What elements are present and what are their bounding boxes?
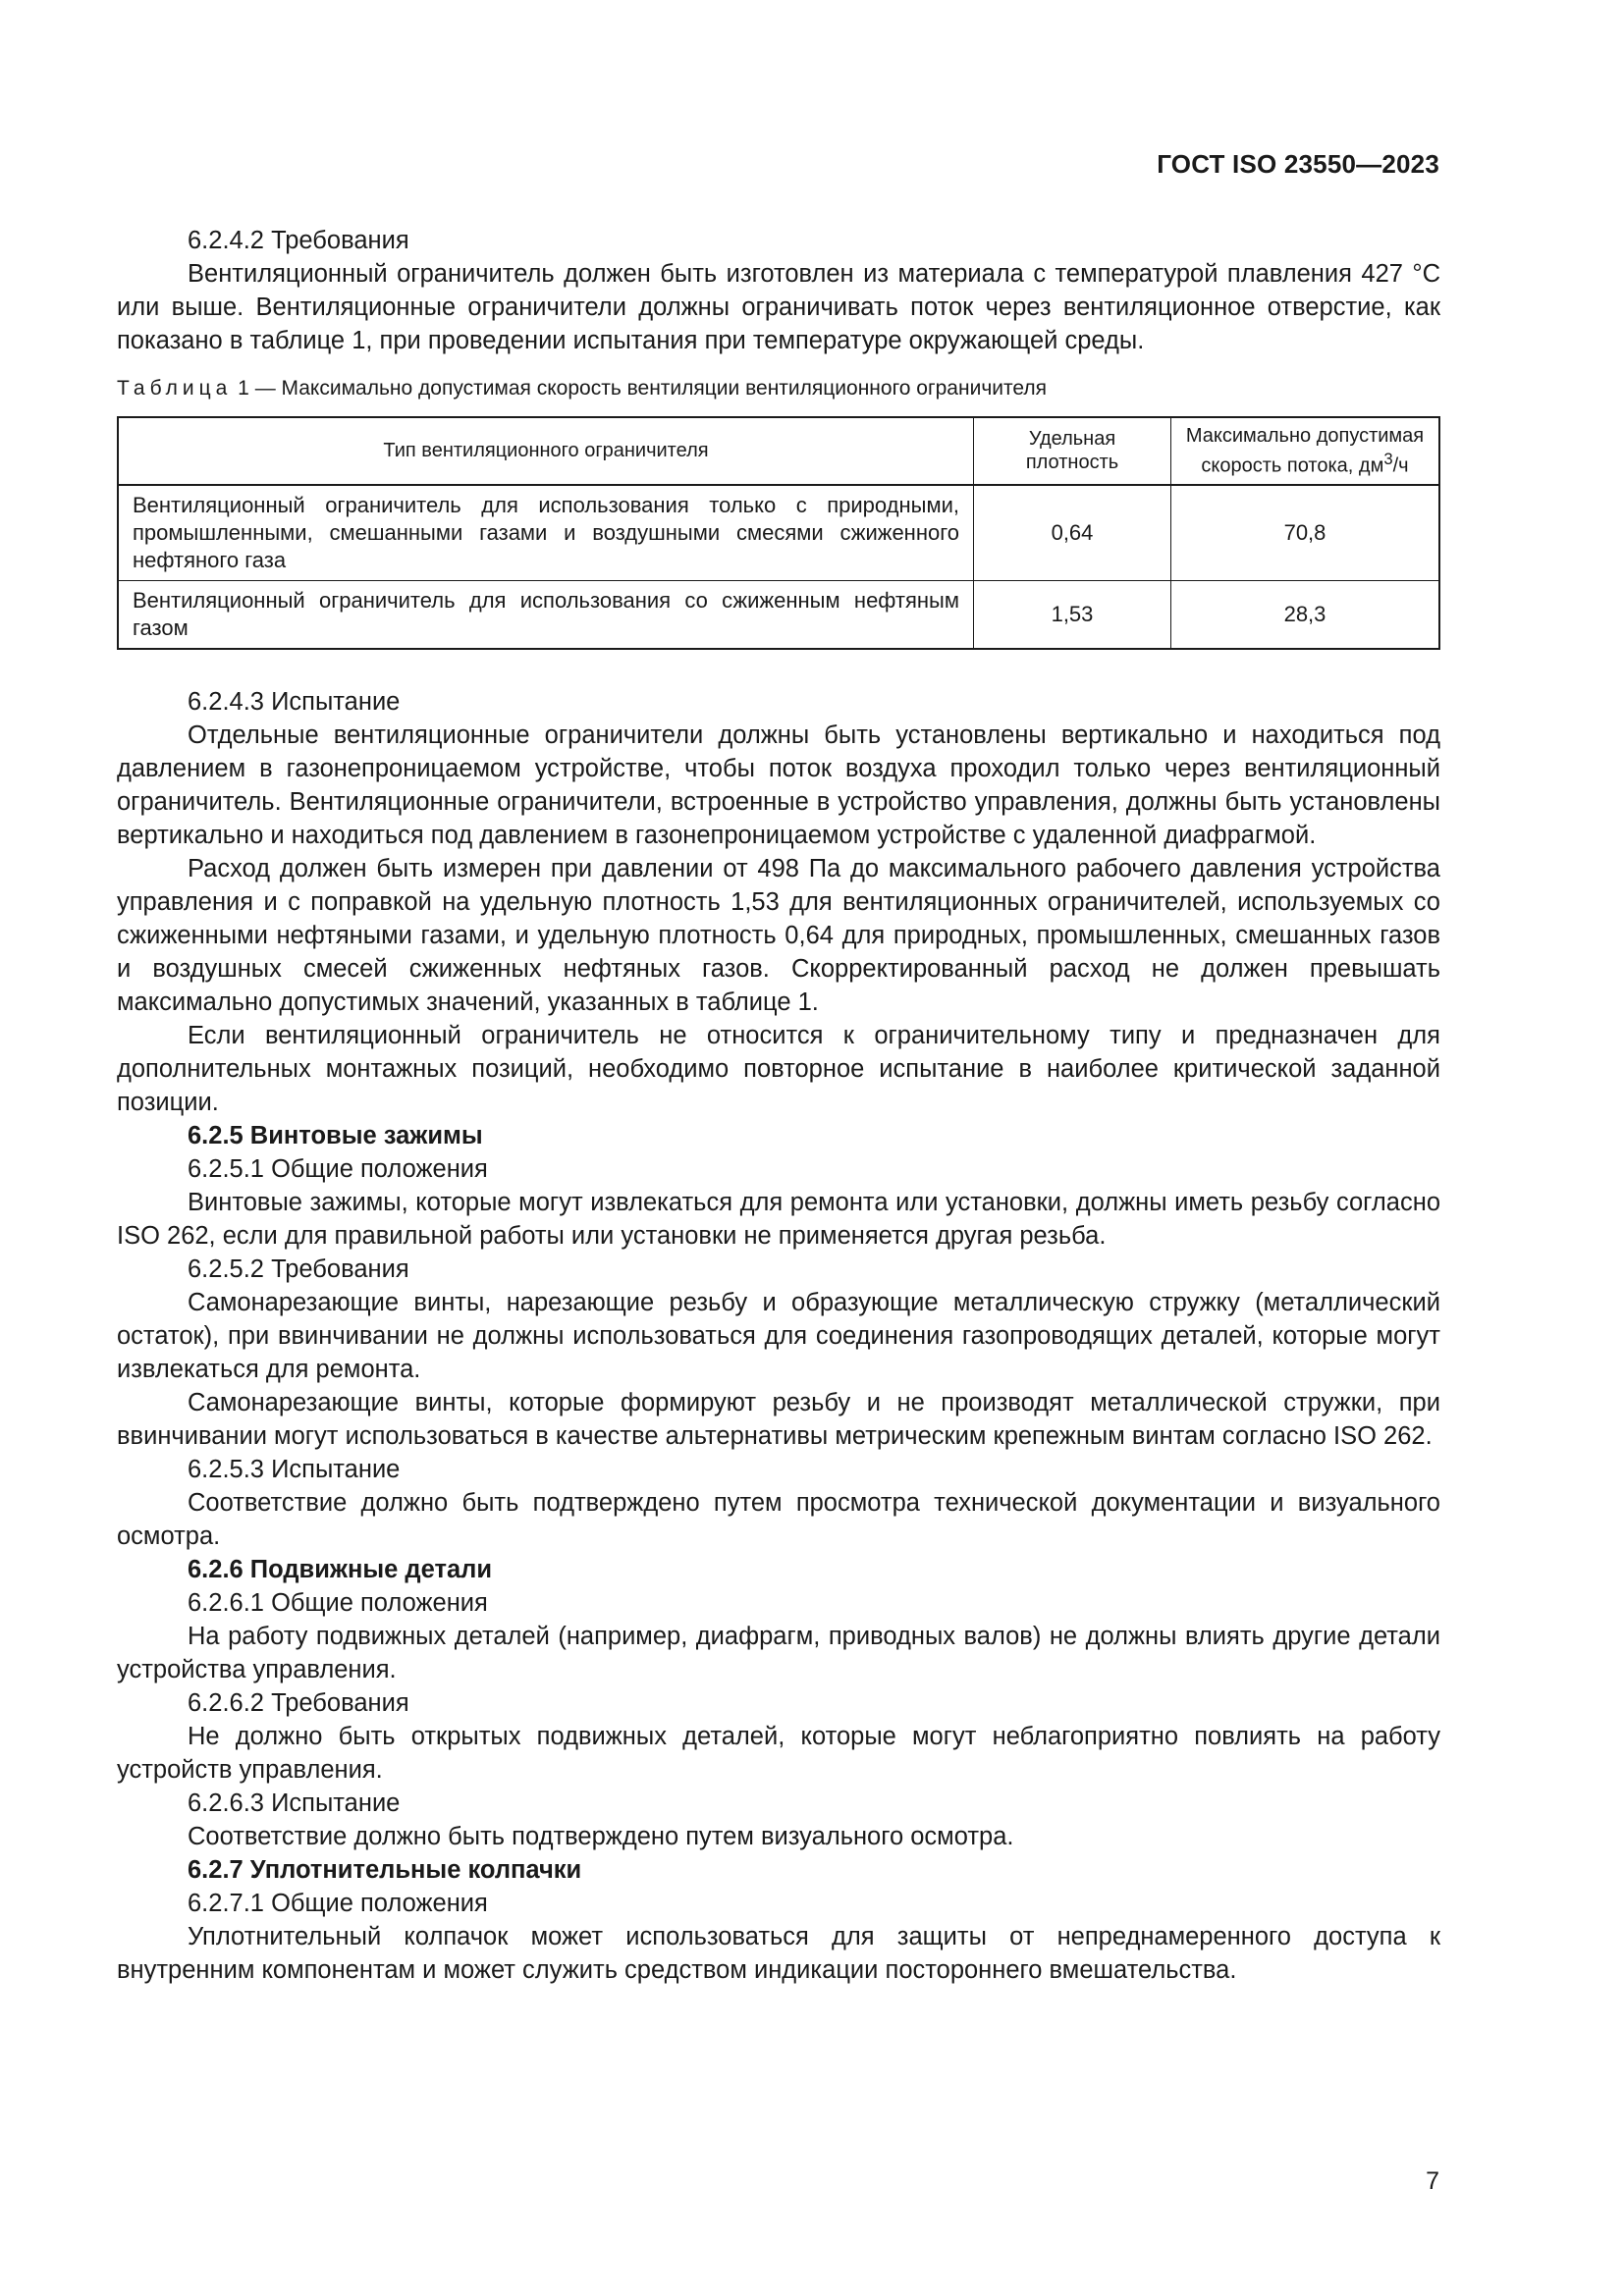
paragraph: Уплотнительный колпачок может использоваться для защиты от непреднамеренного доступа к внутренним компонентам и может служить средством индикации постороннего вмешательства. <box>117 1922 1440 1984</box>
table-cell: 0,64 <box>974 485 1171 581</box>
subsection-heading-6-2-6-1: 6.2.6.1 Общие положения <box>188 1588 488 1617</box>
table-caption <box>117 375 1440 402</box>
table-header-row <box>118 417 1439 485</box>
subsection-heading-6-2-4-3: 6.2.4.3 Испытание <box>188 687 401 716</box>
paragraph: Соответствие должно быть подтверждено путем просмотра технической документации и визуального осмотра. <box>117 1488 1440 1550</box>
table-cell: Вентиляционный ограничитель для использования только с природными, промышленными, смешанными газами и воздушными смесями сжиженного нефтяного газа <box>118 485 974 581</box>
header-text: Максимально допустимая скорость потока, дм <box>1185 425 1425 477</box>
paragraph: Винтовые зажимы, которые могут извлекаться для ремонта или установки, должны иметь резьбу согласно ISO 262, если для правильной работы или установки не применяется другая резьба. <box>117 1188 1440 1250</box>
table-caption-label: Таблица <box>117 377 233 400</box>
page-number: 7 <box>1426 2167 1439 2195</box>
subsection-heading-6-2-7-1: 6.2.7.1 Общие положения <box>188 1889 488 1917</box>
section-heading-6-2-6: 6.2.6 Подвижные детали <box>188 1555 493 1583</box>
paragraph: Самонарезающие винты, которые формируют резьбу и не производят металлической стружки, при ввинчивании могут использоваться в качестве альтернативы метрическим крепежным винтам согласно ISO 262. <box>117 1388 1440 1450</box>
table-1 <box>117 416 1440 650</box>
paragraph: Соответствие должно быть подтверждено путем визуального осмотра. <box>188 1822 1014 1850</box>
table-row <box>118 485 1439 581</box>
paragraph: Отдельные вентиляционные ограничители должны быть установлены вертикально и находиться под давлением в газонепроницаемом устройстве, чтобы поток воздуха проходил только через вентиляционный ограничитель. Вентиляционные ограничители, встроенные в устройство управления, должны быть установлены вертикально и находиться под давлением в газонепроницаемом устройстве с удаленной диафрагмой. <box>117 721 1440 849</box>
table-cell: 1,53 <box>974 580 1171 649</box>
table-row <box>118 580 1439 649</box>
table-cell: 28,3 <box>1171 580 1440 649</box>
table-cell: Вентиляционный ограничитель для использования со сжиженным нефтяным газом <box>118 580 974 649</box>
paragraph: Если вентиляционный ограничитель не относится к ограничительному типу и предназначен для дополнительных монтажных позиций, необходимо повторное испытание в наиболее критической заданной позиции. <box>117 1021 1440 1116</box>
subsection-heading-6-2-4-2: 6.2.4.2 Требования <box>188 227 409 254</box>
header-unit-suffix: /ч <box>1392 454 1409 477</box>
document-body <box>117 224 1440 1987</box>
section-heading-6-2-5: 6.2.5 Винтовые зажимы <box>188 1121 483 1149</box>
paragraph: Самонарезающие винты, нарезающие резьбу и образующие металлическую стружку (металлический остаток), при ввинчивании не должны использоваться для соединения газопроводящих деталей, которые могут извлекаться для ремонта. <box>117 1288 1440 1383</box>
paragraph: На работу подвижных деталей (например, диафрагм, приводных валов) не должны влиять другие детали устройства управления. <box>117 1622 1440 1683</box>
subsection-heading-6-2-6-2: 6.2.6.2 Требования <box>188 1688 409 1717</box>
table-header-cell: Удельная плотность <box>974 417 1171 485</box>
subsection-heading-6-2-5-3: 6.2.5.3 Испытание <box>188 1455 401 1483</box>
subsection-heading-6-2-5-1: 6.2.5.1 Общие положения <box>188 1154 488 1183</box>
document-code-header: ГОСТ ISO 23550—2023 <box>1157 149 1439 179</box>
paragraph: Не должно быть открытых подвижных деталей, которые могут неблагоприятно повлиять на работу устройств управления. <box>117 1722 1440 1784</box>
header-unit-superscript: 3 <box>1383 450 1393 468</box>
paragraph: Расход должен быть измерен при давлении от 498 Па до максимального рабочего давления устройства управления и с поправкой на удельную плотность 1,53 для вентиляционных ограничителей, используемых со сжиженными нефтяными газами, и удельную плотность 0,64 для природных, промышленных, смешанных газов и воздушных смесей сжиженных нефтяных газов. Скорректированный расход не должен превышать максимально допустимых значений, указанных в таблице 1. <box>117 854 1440 1016</box>
table-cell: 70,8 <box>1171 485 1440 581</box>
subsection-heading-6-2-5-2: 6.2.5.2 Требования <box>188 1255 409 1283</box>
subsection-heading-6-2-6-3: 6.2.6.3 Испытание <box>188 1789 401 1817</box>
table-caption-text: 1 — Максимально допустимая скорость вентиляции вентиляционного ограничителя <box>232 377 1047 400</box>
table-header-cell: Тип вентиляционного ограничителя <box>118 417 974 485</box>
section-heading-6-2-7: 6.2.7 Уплотнительные колпачки <box>188 1855 582 1884</box>
table-header-cell <box>1171 417 1440 485</box>
paragraph: Вентиляционный ограничитель должен быть изготовлен из материала с температурой плавления 427 °С или выше. Вентиляционные ограничители должны ограничивать поток через вентиляционное отверстие, как показано в таблице 1, при проведении испытания при температуре окружающей среды. <box>117 260 1440 354</box>
